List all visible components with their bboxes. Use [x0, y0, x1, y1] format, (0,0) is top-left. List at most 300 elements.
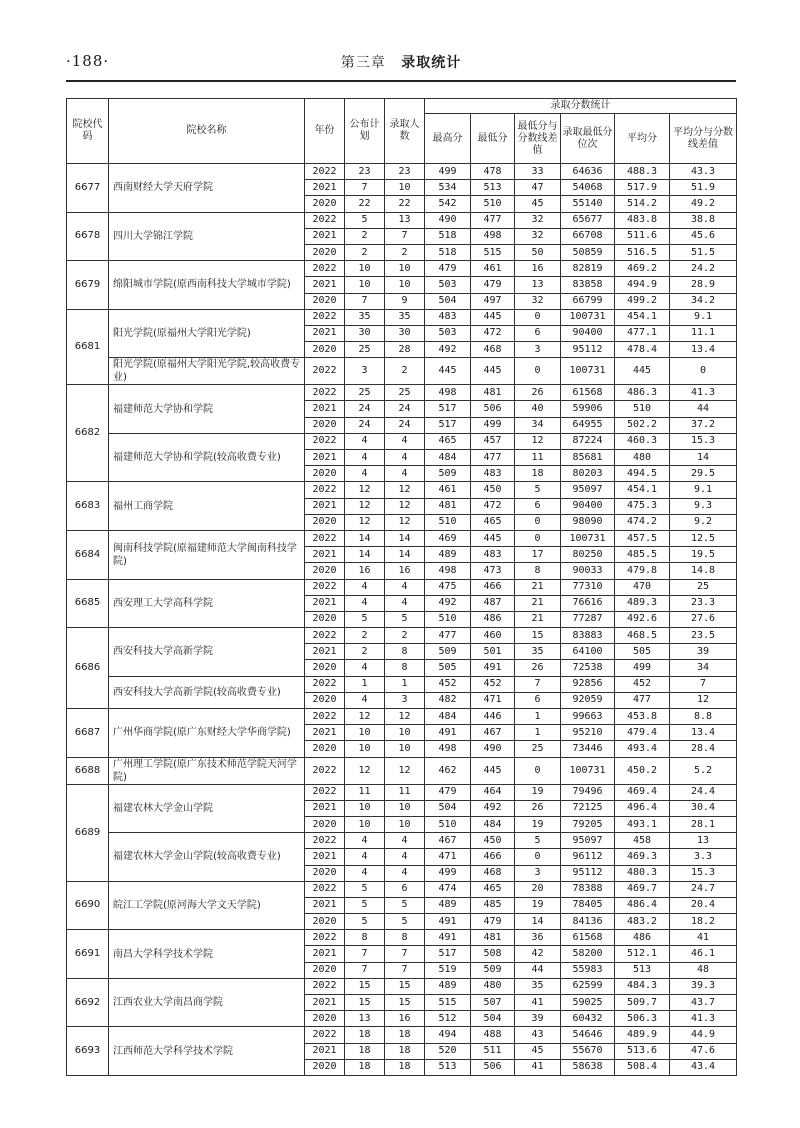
cell-min: 450	[471, 482, 515, 498]
cell-admitted: 18	[385, 1059, 425, 1075]
cell-max: 517	[425, 401, 471, 417]
cell-plan: 25	[345, 385, 385, 401]
cell-min: 507	[471, 995, 515, 1011]
cell-plan: 4	[345, 865, 385, 881]
cell-avg-diff: 44.9	[670, 1027, 737, 1043]
school-code: 6693	[67, 1027, 109, 1076]
cell-min-diff: 21	[515, 611, 561, 627]
cell-min: 446	[471, 709, 515, 725]
cell-avg-diff: 39	[670, 644, 737, 660]
cell-avg-diff: 13.4	[670, 725, 737, 741]
cell-max: 510	[425, 611, 471, 627]
cell-avg-diff: 3.3	[670, 849, 737, 865]
cell-plan: 30	[345, 325, 385, 341]
school-name: 福建师范大学协和学院(较高收费专业)	[109, 433, 305, 482]
cell-max: 479	[425, 261, 471, 277]
cell-min-diff: 12	[515, 433, 561, 449]
cell-plan: 24	[345, 417, 385, 433]
cell-min-diff: 42	[515, 946, 561, 962]
cell-admitted: 1	[385, 676, 425, 692]
cell-admitted: 12	[385, 514, 425, 530]
table-row	[67, 530, 737, 546]
cell-admitted: 3	[385, 692, 425, 708]
cell-min-diff: 0	[515, 358, 561, 385]
cell-max: 484	[425, 709, 471, 725]
cell-admitted: 30	[385, 325, 425, 341]
cell-admitted: 25	[385, 385, 425, 401]
cell-year: 2022	[305, 628, 345, 644]
cell-rank: 72125	[561, 800, 615, 816]
cell-plan: 4	[345, 833, 385, 849]
cell-plan: 4	[345, 433, 385, 449]
cell-admitted: 4	[385, 433, 425, 449]
school-name: 福建师范大学协和学院	[109, 385, 305, 434]
cell-avg-diff: 12.5	[670, 530, 737, 546]
cell-min-diff: 35	[515, 644, 561, 660]
cell-year: 2022	[305, 709, 345, 725]
cell-min: 501	[471, 644, 515, 660]
cell-plan: 24	[345, 401, 385, 417]
cell-min-diff: 11	[515, 450, 561, 466]
cell-year: 2022	[305, 261, 345, 277]
cell-min-diff: 20	[515, 881, 561, 897]
cell-min: 481	[471, 385, 515, 401]
cell-avg: 480.3	[615, 865, 670, 881]
cell-avg: 453.8	[615, 709, 670, 725]
table-row	[67, 978, 737, 994]
cell-max: 504	[425, 800, 471, 816]
cell-max: 512	[425, 1011, 471, 1027]
cell-min-diff: 1	[515, 725, 561, 741]
cell-max: 482	[425, 692, 471, 708]
cell-rank: 82819	[561, 261, 615, 277]
cell-max: 477	[425, 628, 471, 644]
cell-max: 518	[425, 244, 471, 260]
table-row	[67, 385, 737, 401]
cell-rank: 85681	[561, 450, 615, 466]
cell-year: 2021	[305, 946, 345, 962]
cell-admitted: 22	[385, 196, 425, 212]
cell-min: 465	[471, 881, 515, 897]
cell-min-diff: 43	[515, 1027, 561, 1043]
cell-admitted: 15	[385, 978, 425, 994]
cell-max: 489	[425, 897, 471, 913]
cell-plan: 12	[345, 514, 385, 530]
cell-avg-diff: 9.1	[670, 482, 737, 498]
cell-plan: 4	[345, 450, 385, 466]
cell-plan: 11	[345, 784, 385, 800]
cell-max: 520	[425, 1043, 471, 1059]
table-row	[67, 212, 737, 228]
cell-min-diff: 32	[515, 293, 561, 309]
table-row	[67, 757, 737, 784]
cell-year: 2022	[305, 164, 345, 180]
cell-admitted: 4	[385, 579, 425, 595]
cell-max: 492	[425, 595, 471, 611]
cell-admitted: 10	[385, 816, 425, 832]
cell-plan: 23	[345, 164, 385, 180]
cell-max: 494	[425, 1027, 471, 1043]
cell-avg-diff: 34.2	[670, 293, 737, 309]
cell-min: 497	[471, 293, 515, 309]
cell-min: 508	[471, 946, 515, 962]
cell-max: 492	[425, 342, 471, 358]
cell-plan: 10	[345, 277, 385, 293]
cell-avg: 517.9	[615, 180, 670, 196]
school-code: 6689	[67, 784, 109, 881]
cell-year: 2020	[305, 865, 345, 881]
cell-avg: 496.4	[615, 800, 670, 816]
cell-min-diff: 45	[515, 1043, 561, 1059]
cell-year: 2020	[305, 514, 345, 530]
cell-year: 2021	[305, 228, 345, 244]
cell-avg-diff: 20.4	[670, 897, 737, 913]
cell-max: 489	[425, 547, 471, 563]
cell-avg-diff: 41.3	[670, 385, 737, 401]
cell-min: 499	[471, 417, 515, 433]
cell-plan: 2	[345, 228, 385, 244]
cell-min-diff: 41	[515, 995, 561, 1011]
school-name: 江西师范大学科学技术学院	[109, 1027, 305, 1076]
cell-admitted: 9	[385, 293, 425, 309]
cell-avg-diff: 8.8	[670, 709, 737, 725]
cell-plan: 25	[345, 342, 385, 358]
cell-admitted: 16	[385, 1011, 425, 1027]
cell-max: 518	[425, 228, 471, 244]
cell-avg: 494.9	[615, 277, 670, 293]
school-name: 西安科技大学高新学院(较高收费专业)	[109, 676, 305, 708]
cell-min: 468	[471, 342, 515, 358]
cell-min: 473	[471, 563, 515, 579]
cell-year: 2021	[305, 595, 345, 611]
table-row	[67, 358, 737, 385]
table-row	[67, 309, 737, 325]
cell-avg-diff: 43.7	[670, 995, 737, 1011]
cell-max: 498	[425, 563, 471, 579]
cell-min-diff: 0	[515, 514, 561, 530]
cell-year: 2022	[305, 833, 345, 849]
cell-plan: 10	[345, 261, 385, 277]
cell-avg-diff: 27.6	[670, 611, 737, 627]
cell-plan: 18	[345, 1043, 385, 1059]
cell-plan: 14	[345, 547, 385, 563]
cell-year: 2020	[305, 293, 345, 309]
school-name: 福建农林大学金山学院(较高收费专业)	[109, 833, 305, 882]
cell-year: 2021	[305, 897, 345, 913]
cell-admitted: 4	[385, 595, 425, 611]
cell-avg: 513	[615, 962, 670, 978]
cell-avg: 485.5	[615, 547, 670, 563]
cell-avg-diff: 28.9	[670, 277, 737, 293]
cell-rank: 92856	[561, 676, 615, 692]
cell-rank: 83883	[561, 628, 615, 644]
cell-avg-diff: 0	[670, 358, 737, 385]
cell-avg-diff: 34	[670, 660, 737, 676]
cell-min-diff: 5	[515, 833, 561, 849]
cell-max: 490	[425, 212, 471, 228]
cell-rank: 78388	[561, 881, 615, 897]
cell-min: 466	[471, 849, 515, 865]
cell-min: 471	[471, 692, 515, 708]
cell-min-diff: 6	[515, 325, 561, 341]
cell-plan: 12	[345, 482, 385, 498]
cell-year: 2022	[305, 1027, 345, 1043]
cell-admitted: 11	[385, 784, 425, 800]
cell-max: 475	[425, 579, 471, 595]
cell-plan: 10	[345, 800, 385, 816]
cell-max: 491	[425, 725, 471, 741]
cell-avg: 484.3	[615, 978, 670, 994]
col-plan: 公布计划	[345, 99, 385, 164]
cell-rank: 90400	[561, 325, 615, 341]
cell-min-diff: 17	[515, 547, 561, 563]
cell-admitted: 13	[385, 212, 425, 228]
cell-plan: 7	[345, 946, 385, 962]
cell-rank: 92059	[561, 692, 615, 708]
cell-avg-diff: 51.5	[670, 244, 737, 260]
cell-max: 534	[425, 180, 471, 196]
cell-min: 511	[471, 1043, 515, 1059]
cell-min: 468	[471, 865, 515, 881]
cell-avg-diff: 39.3	[670, 978, 737, 994]
cell-min: 513	[471, 180, 515, 196]
col-code: 院校代码	[67, 99, 109, 164]
page-number: ·188·	[66, 52, 110, 70]
cell-year: 2021	[305, 277, 345, 293]
cell-admitted: 6	[385, 881, 425, 897]
cell-max: 452	[425, 676, 471, 692]
cell-plan: 15	[345, 978, 385, 994]
cell-rank: 98090	[561, 514, 615, 530]
cell-avg-diff: 7	[670, 676, 737, 692]
cell-avg: 480	[615, 450, 670, 466]
cell-admitted: 10	[385, 725, 425, 741]
cell-avg-diff: 37.2	[670, 417, 737, 433]
cell-avg: 514.2	[615, 196, 670, 212]
header-rule	[66, 80, 736, 82]
cell-avg-diff: 13	[670, 833, 737, 849]
cell-min: 481	[471, 930, 515, 946]
cell-year: 2021	[305, 401, 345, 417]
cell-admitted: 8	[385, 930, 425, 946]
cell-rank: 66708	[561, 228, 615, 244]
cell-plan: 7	[345, 962, 385, 978]
cell-min-diff: 0	[515, 530, 561, 546]
cell-rank: 77287	[561, 611, 615, 627]
cell-avg-diff: 28.4	[670, 741, 737, 757]
cell-year: 2022	[305, 212, 345, 228]
school-code: 6683	[67, 482, 109, 531]
cell-plan: 12	[345, 757, 385, 784]
cell-plan: 1	[345, 676, 385, 692]
cell-min-diff: 40	[515, 401, 561, 417]
cell-year: 2020	[305, 1011, 345, 1027]
cell-avg-diff: 5.2	[670, 757, 737, 784]
cell-year: 2022	[305, 579, 345, 595]
cell-max: 542	[425, 196, 471, 212]
cell-min: 490	[471, 741, 515, 757]
cell-year: 2020	[305, 962, 345, 978]
cell-avg-diff: 14.8	[670, 563, 737, 579]
cell-min-diff: 16	[515, 261, 561, 277]
chapter-label: 第三章	[340, 55, 386, 71]
cell-min: 485	[471, 897, 515, 913]
cell-admitted: 4	[385, 466, 425, 482]
col-min: 最低分	[471, 114, 515, 164]
cell-min: 479	[471, 277, 515, 293]
cell-min-diff: 41	[515, 1059, 561, 1075]
cell-max: 513	[425, 1059, 471, 1075]
cell-min-diff: 44	[515, 962, 561, 978]
cell-min: 491	[471, 660, 515, 676]
cell-plan: 2	[345, 644, 385, 660]
cell-rank: 90400	[561, 498, 615, 514]
cell-plan: 12	[345, 498, 385, 514]
cell-plan: 13	[345, 1011, 385, 1027]
cell-admitted: 7	[385, 228, 425, 244]
cell-avg: 445	[615, 358, 670, 385]
cell-max: 465	[425, 433, 471, 449]
cell-admitted: 12	[385, 709, 425, 725]
cell-admitted: 18	[385, 1043, 425, 1059]
cell-rank: 62599	[561, 978, 615, 994]
cell-rank: 54646	[561, 1027, 615, 1043]
school-code: 6685	[67, 579, 109, 628]
cell-avg-diff: 47.6	[670, 1043, 737, 1059]
cell-admitted: 10	[385, 741, 425, 757]
cell-avg-diff: 43.3	[670, 164, 737, 180]
cell-min: 472	[471, 498, 515, 514]
cell-avg-diff: 45.6	[670, 228, 737, 244]
cell-min: 477	[471, 450, 515, 466]
cell-admitted: 35	[385, 309, 425, 325]
cell-plan: 35	[345, 309, 385, 325]
cell-plan: 4	[345, 849, 385, 865]
cell-year: 2022	[305, 530, 345, 546]
cell-year: 2020	[305, 417, 345, 433]
cell-avg: 477.1	[615, 325, 670, 341]
cell-year: 2021	[305, 800, 345, 816]
cell-rank: 84136	[561, 914, 615, 930]
cell-rank: 83858	[561, 277, 615, 293]
cell-max: 517	[425, 417, 471, 433]
cell-min-diff: 7	[515, 676, 561, 692]
cell-min-diff: 0	[515, 849, 561, 865]
cell-admitted: 7	[385, 946, 425, 962]
cell-rank: 64955	[561, 417, 615, 433]
cell-max: 499	[425, 865, 471, 881]
cell-avg: 486.4	[615, 897, 670, 913]
cell-avg-diff: 43.4	[670, 1059, 737, 1075]
cell-admitted: 10	[385, 261, 425, 277]
cell-year: 2022	[305, 978, 345, 994]
cell-rank: 55670	[561, 1043, 615, 1059]
school-name: 江西农业大学南昌商学院	[109, 978, 305, 1027]
cell-min: 467	[471, 725, 515, 741]
cell-rank: 76616	[561, 595, 615, 611]
cell-min: 477	[471, 212, 515, 228]
cell-plan: 10	[345, 741, 385, 757]
cell-min: 460	[471, 628, 515, 644]
cell-admitted: 24	[385, 401, 425, 417]
cell-plan: 5	[345, 881, 385, 897]
cell-year: 2020	[305, 914, 345, 930]
cell-plan: 5	[345, 212, 385, 228]
cell-min-diff: 19	[515, 816, 561, 832]
table-row	[67, 164, 737, 180]
table-row	[67, 579, 737, 595]
cell-min-diff: 39	[515, 1011, 561, 1027]
cell-plan: 22	[345, 196, 385, 212]
cell-plan: 10	[345, 725, 385, 741]
cell-max: 515	[425, 995, 471, 1011]
cell-min-diff: 1	[515, 709, 561, 725]
cell-plan: 7	[345, 293, 385, 309]
cell-year: 2022	[305, 309, 345, 325]
cell-min-diff: 0	[515, 309, 561, 325]
cell-avg-diff: 14	[670, 450, 737, 466]
cell-admitted: 4	[385, 849, 425, 865]
cell-avg: 469.4	[615, 784, 670, 800]
cell-min-diff: 19	[515, 897, 561, 913]
cell-admitted: 14	[385, 530, 425, 546]
school-name: 西安科技大学高新学院	[109, 628, 305, 677]
cell-year: 2020	[305, 741, 345, 757]
cell-min-diff: 26	[515, 800, 561, 816]
cell-min: 488	[471, 1027, 515, 1043]
cell-avg-diff: 24.4	[670, 784, 737, 800]
cell-avg: 483.2	[615, 914, 670, 930]
cell-min-diff: 33	[515, 164, 561, 180]
school-code: 6681	[67, 309, 109, 385]
table-body	[67, 164, 737, 1076]
cell-avg: 511.6	[615, 228, 670, 244]
school-code: 6684	[67, 530, 109, 579]
cell-rank: 95097	[561, 482, 615, 498]
col-year: 年份	[305, 99, 345, 164]
cell-avg-diff: 25	[670, 579, 737, 595]
cell-admitted: 8	[385, 660, 425, 676]
cell-avg: 474.2	[615, 514, 670, 530]
cell-avg: 489.9	[615, 1027, 670, 1043]
col-avg-diff: 平均分与分数线差值	[670, 114, 737, 164]
cell-min-diff: 34	[515, 417, 561, 433]
cell-avg: 469.3	[615, 849, 670, 865]
cell-plan: 16	[345, 563, 385, 579]
cell-avg: 502.2	[615, 417, 670, 433]
cell-min-diff: 36	[515, 930, 561, 946]
table-row	[67, 628, 737, 644]
cell-avg: 510	[615, 401, 670, 417]
cell-max: 481	[425, 498, 471, 514]
cell-rank: 95097	[561, 833, 615, 849]
cell-max: 467	[425, 833, 471, 849]
cell-avg: 486.3	[615, 385, 670, 401]
cell-min-diff: 18	[515, 466, 561, 482]
cell-avg-diff: 9.1	[670, 309, 737, 325]
cell-avg: 458	[615, 833, 670, 849]
cell-admitted: 16	[385, 563, 425, 579]
cell-plan: 5	[345, 914, 385, 930]
school-code: 6686	[67, 628, 109, 709]
cell-rank: 59025	[561, 995, 615, 1011]
cell-avg-diff: 9.3	[670, 498, 737, 514]
cell-avg: 469.7	[615, 881, 670, 897]
cell-plan: 15	[345, 995, 385, 1011]
cell-avg-diff: 12	[670, 692, 737, 708]
cell-rank: 100731	[561, 309, 615, 325]
cell-avg: 468.5	[615, 628, 670, 644]
